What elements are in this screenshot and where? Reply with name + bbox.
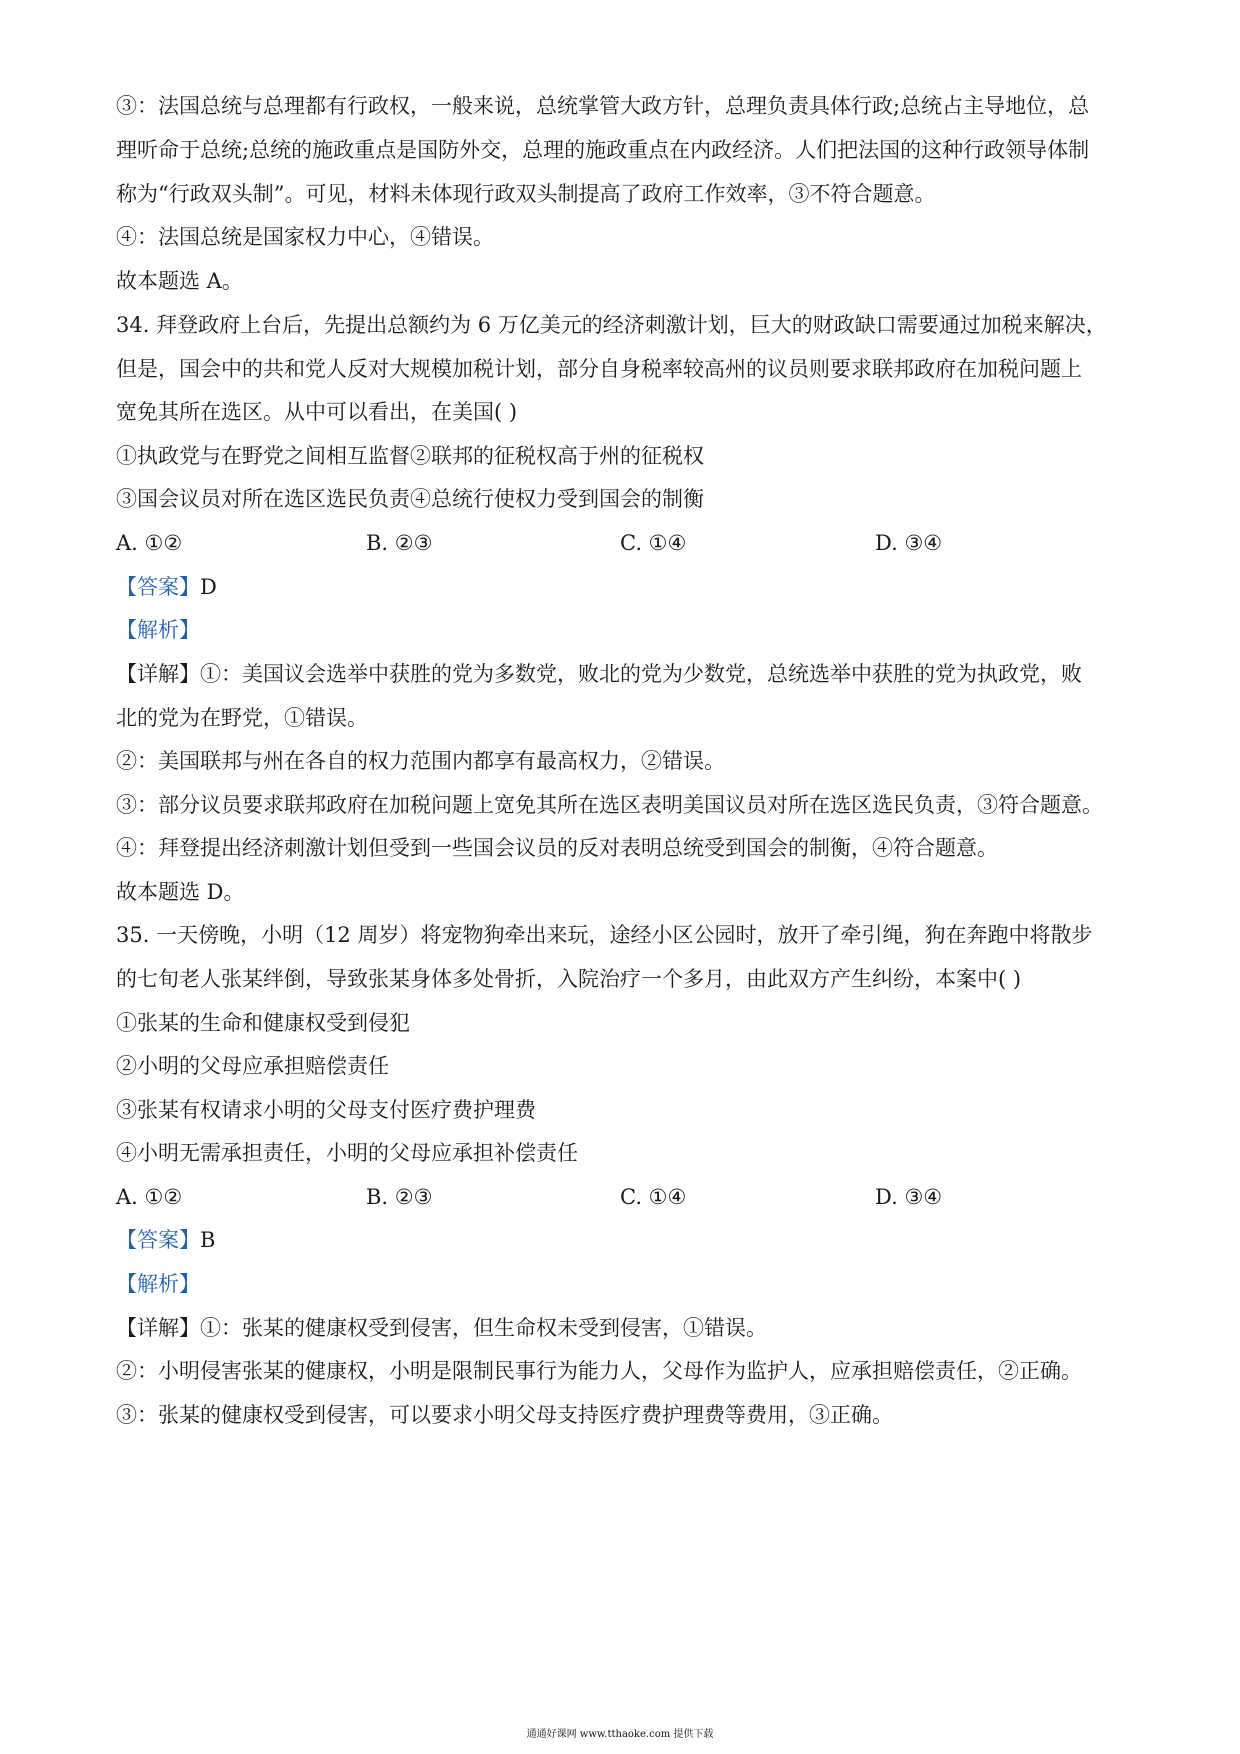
answer-line [116, 572, 1136, 602]
detail-text: ①：张某的健康权受到侵害，但生命权未受到侵害，①错误。 [200, 1316, 767, 1340]
detail-line: ③：张某的健康权受到侵害，可以要求小明父母支持医疗费护理费等费用，③正确。 [116, 1403, 893, 1427]
detail-line: ②：美国联邦与州在各自的权力范围内都享有最高权力，②错误。 [116, 749, 725, 773]
question-35-stem: 的七旬老人张某绊倒，导致张某身体多处骨折，入院治疗一个多月，由此双方产生纠纷，本案中( ) [116, 967, 1022, 991]
option-a: A. ①② [116, 1185, 183, 1209]
detail-line: ④：拜登提出经济刺激计划但受到一些国会议员的反对表明总统受到国会的制衡，④符合题意。 [116, 836, 998, 860]
detail-line: ②：小明侵害张某的健康权，小明是限制民事行为能力人，父母作为监护人，应承担赔偿责任，②正确。 [116, 1359, 1082, 1383]
detail-line [116, 1313, 1136, 1343]
answer-tag: 【答案】 [116, 1228, 200, 1252]
analysis-line [116, 615, 1136, 645]
footer-credit: 通通好课网 www.tthaoke.com 提供下载 [526, 1729, 714, 1740]
option-b: B. ②③ [366, 531, 433, 555]
answer-value: D [200, 575, 217, 599]
detail-text: ①：美国议会选举中获胜的党为多数党，败北的党为少数党，总统选举中获胜的党为执政党，败 [200, 662, 1082, 686]
answer-tag: 【答案】 [116, 575, 200, 599]
conclusion-line: 故本题选 A。 [116, 269, 243, 293]
option-a: A. ①② [116, 531, 183, 555]
question-34-stem: 34. 拜登政府上台后，先提出总额约为 6 万亿美元的经济刺激计划，巨大的财政缺口需要通过加税来解决， [116, 313, 1107, 337]
detail-line [116, 659, 1136, 689]
answer-line [116, 1225, 1136, 1255]
question-34-item: ①执政党与在野党之间相互监督②联邦的征税权高于州的征税权 [116, 444, 704, 468]
question-34-stem: 宽免其所在选区。从中可以看出，在美国( ) [116, 400, 518, 424]
analysis-line [116, 1269, 1136, 1299]
detail-line: 北的党为在野党，①错误。 [116, 706, 368, 730]
question-35-stem: 35. 一天傍晚，小明（12 周岁）将宠物狗牵出来玩，途经小区公园时，放开了牵引绳，狗在奔跑中将散步 [116, 923, 1093, 947]
paragraph-line: 称为“行政双头制”。可见，材料未体现行政双头制提高了政府工作效率，③不符合题意。 [116, 182, 936, 206]
detail-tag: 【详解】 [116, 1316, 200, 1340]
paragraph-line: ③：法国总统与总理都有行政权，一般来说，总统掌管大政方针，总理负责具体行政;总统占主导地位，总 [116, 94, 1090, 118]
conclusion-line: 故本题选 D。 [116, 880, 245, 904]
option-b: B. ②③ [366, 1185, 433, 1209]
paragraph-line: 理听命于总统;总统的施政重点是国防外交，总理的施政重点在内政经济。人们把法国的这种行政领导体制 [116, 138, 1090, 162]
analysis-tag: 【解析】 [116, 1272, 200, 1296]
question-35-item: ③张某有权请求小明的父母支付医疗费护理费 [116, 1098, 536, 1122]
question-35-item: ②小明的父母应承担赔偿责任 [116, 1054, 389, 1078]
paragraph-line: ④：法国总统是国家权力中心，④错误。 [116, 225, 494, 249]
option-c: C. ①④ [620, 531, 687, 555]
option-d: D. ③④ [875, 1185, 943, 1209]
question-34-stem: 但是，国会中的共和党人反对大规模加税计划，部分自身税率较高州的议员则要求联邦政府在加税问题上 [116, 357, 1082, 381]
detail-tag: 【详解】 [116, 662, 200, 686]
analysis-tag: 【解析】 [116, 618, 200, 642]
question-35-item: ①张某的生命和健康权受到侵犯 [116, 1011, 410, 1035]
answer-value: B [200, 1228, 216, 1252]
detail-line: ③：部分议员要求联邦政府在加税问题上宽免其所在选区表明美国议员对所在选区选民负责，③符合题意。 [116, 793, 1103, 817]
question-35-item: ④小明无需承担责任，小明的父母应承担补偿责任 [116, 1141, 578, 1165]
option-d: D. ③④ [875, 531, 943, 555]
option-c: C. ①④ [620, 1185, 687, 1209]
question-34-item: ③国会议员对所在选区选民负责④总统行使权力受到国会的制衡 [116, 487, 704, 511]
